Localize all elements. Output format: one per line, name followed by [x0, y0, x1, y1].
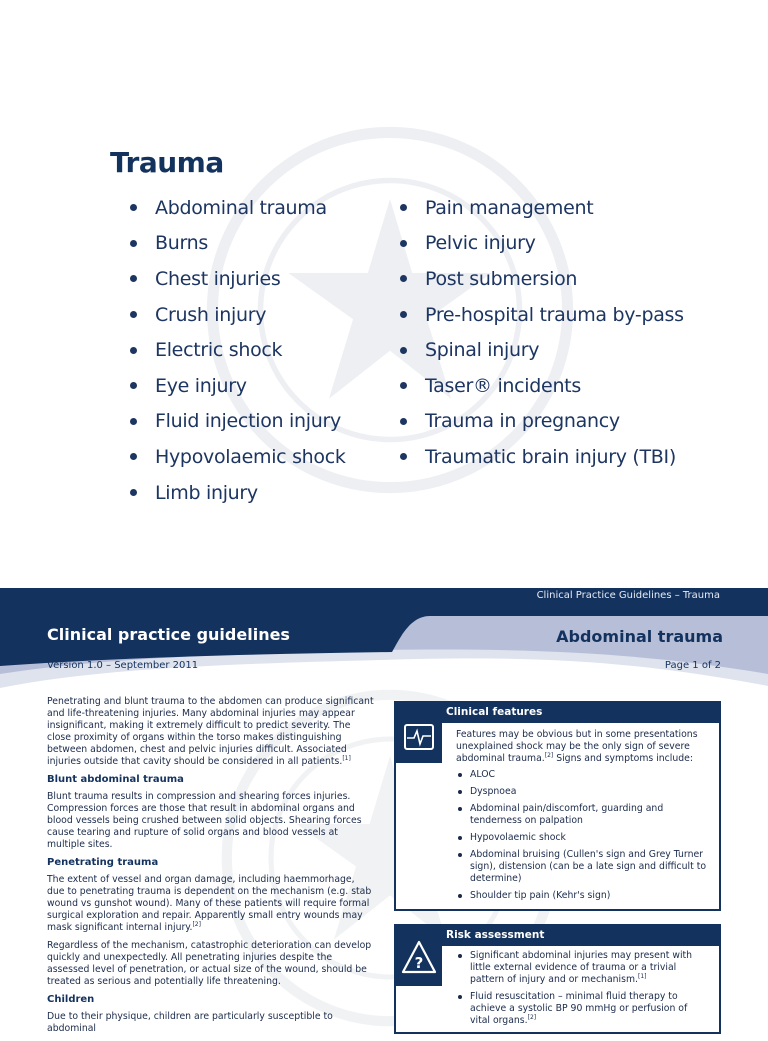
- children-paragraph: Due to their physique, children are particularly susceptible to abdominal: [47, 1011, 333, 1034]
- topic-link[interactable]: Traumatic brain injury (TBI): [400, 439, 684, 475]
- topic-link[interactable]: Pre-hospital trauma by-pass: [400, 297, 684, 333]
- bullet-icon: [400, 453, 407, 460]
- blunt-heading: Blunt abdominal trauma: [47, 774, 184, 785]
- ecg-monitor-icon: [396, 703, 442, 767]
- list-item: Hypovolaemic shock: [456, 832, 709, 844]
- list-item: Shoulder tip pain (Kehr's sign): [456, 890, 709, 902]
- children-heading: Children: [47, 994, 95, 1005]
- abdominal-trauma-page: [0, 588, 768, 1034]
- svg-text:?: ?: [414, 954, 424, 972]
- topic-list-right: [400, 190, 684, 475]
- list-item: ALOC: [456, 769, 709, 781]
- list-item: Fluid resuscitation – minimal fluid therapy to achieve a systolic BP 90 mmHg or perfusion of vital organs.[2]: [456, 991, 709, 1027]
- list-item: Abdominal pain/discomfort, guarding and tenderness on palpation: [456, 803, 709, 827]
- bullet-icon: [130, 204, 137, 211]
- running-title: Clinical Practice Guidelines – Trauma: [536, 590, 720, 601]
- bullet-icon: [130, 382, 137, 389]
- risk-list: [456, 950, 709, 1027]
- bullet-icon: [400, 418, 407, 425]
- list-item: Dyspnoea: [456, 786, 709, 798]
- page-title: Trauma: [110, 146, 224, 179]
- risk-assessment-title: Risk assessment: [396, 926, 719, 946]
- body-text-column: [47, 696, 375, 1041]
- section-title: Clinical practice guidelines: [47, 625, 290, 644]
- bullet-icon: [400, 311, 407, 318]
- guideline-header: [0, 588, 768, 688]
- bullet-icon: [130, 240, 137, 247]
- topic-link[interactable]: Trauma in pregnancy: [400, 404, 684, 440]
- penetrating-heading: Penetrating trauma: [47, 857, 159, 868]
- topic-link[interactable]: Post submersion: [400, 261, 684, 297]
- topic-link[interactable]: Taser® incidents: [400, 368, 684, 404]
- topic-link[interactable]: Hypovolaemic shock: [130, 439, 346, 475]
- penetrating-paragraph: The extent of vessel and organ damage, including haemmorhage, due to penetrating trauma is dependent on the mechanism (e.g. stab wound vs gunshot wound). Many of these patients will require formal surgical exploration and repair. Apparently small entry wounds may mask significant internal injury.[2]: [47, 874, 372, 933]
- topic-link[interactable]: Electric shock: [130, 332, 346, 368]
- intro-paragraph: Penetrating and blunt trauma to the abdomen can produce significant and life-threatening injuries. Many abdominal injuries may appear insignificant, making it extremely difficult to predict severity. The close proximity of organs within the torso makes distinguishing between abdomen, chest and pelvic injuries difficult. Associated injuries outside that cavity should be considered in all patients.[1]: [47, 696, 374, 767]
- symptom-list: [456, 769, 709, 902]
- topic-link[interactable]: Pain management: [400, 190, 684, 226]
- warning-question-icon: [396, 926, 442, 990]
- bullet-icon: [130, 311, 137, 318]
- topic-link[interactable]: Eye injury: [130, 368, 346, 404]
- topic-link[interactable]: Fluid injection injury: [130, 404, 346, 440]
- bullet-icon: [400, 275, 407, 282]
- clinical-features-title: Clinical features: [396, 703, 719, 723]
- bullet-icon: [130, 347, 137, 354]
- bullet-icon: [400, 240, 407, 247]
- bullet-icon: [400, 347, 407, 354]
- clinical-features-box: [394, 701, 721, 911]
- bullet-icon: [130, 453, 137, 460]
- topic-link[interactable]: Limb injury: [130, 475, 346, 511]
- list-item: Abdominal bruising (Cullen's sign and Grey Turner sign), distension (can be a late sign and difficult to determine): [456, 849, 709, 885]
- topic-link[interactable]: Crush injury: [130, 297, 346, 333]
- topic-title: Abdominal trauma: [556, 627, 723, 646]
- bullet-icon: [130, 275, 137, 282]
- version-label: Version 1.0 – September 2011: [47, 660, 199, 671]
- page-number: Page 1 of 2: [664, 660, 721, 671]
- bullet-icon: [400, 382, 407, 389]
- topic-link[interactable]: Abdominal trauma: [130, 190, 346, 226]
- bullet-icon: [130, 489, 137, 496]
- regardless-paragraph: Regardless of the mechanism, catastrophic deterioration can develop quickly and unexpectedly. All penetrating injuries despite the assessed level of penetration, or actual size of the wound, should be treated as serious and potentially life threatening.: [47, 940, 372, 987]
- topic-link[interactable]: Burns: [130, 226, 346, 262]
- risk-assessment-box: [394, 924, 721, 1034]
- bullet-icon: [400, 204, 407, 211]
- blunt-paragraph: Blunt trauma results in compression and shearing forces injuries. Compression forces are those that result in abdominal organs and blood vessels being crushed between solid objects. Shearing forces cause tearing and rupture of solid organs and blood vessels at multiple sites.: [47, 791, 362, 850]
- topic-link[interactable]: Pelvic injury: [400, 226, 684, 262]
- topic-link[interactable]: Spinal injury: [400, 332, 684, 368]
- topic-list-left: [130, 190, 346, 510]
- list-item: Significant abdominal injuries may present with little external evidence of trauma or a trivial pattern of injury and or mechanism.[1]: [456, 950, 709, 986]
- topic-link[interactable]: Chest injuries: [130, 261, 346, 297]
- risk-assessment-body: [396, 946, 719, 1038]
- clinical-features-body: Features may be obvious but in some presentations unexplained shock may be the only sign of severe abdominal trauma.[2] Signs and symptoms include: ALOC Dyspnoea Abdominal pain/discomfort, guarding and tenderness on palpation Hypovolaemic shock Abdominal bruising (Cullen's sign and Grey Turner sign), distension (can be a late sign and difficult to determine) Shoulder tip pain (Kehr's sign): [396, 723, 719, 913]
- bullet-icon: [130, 418, 137, 425]
